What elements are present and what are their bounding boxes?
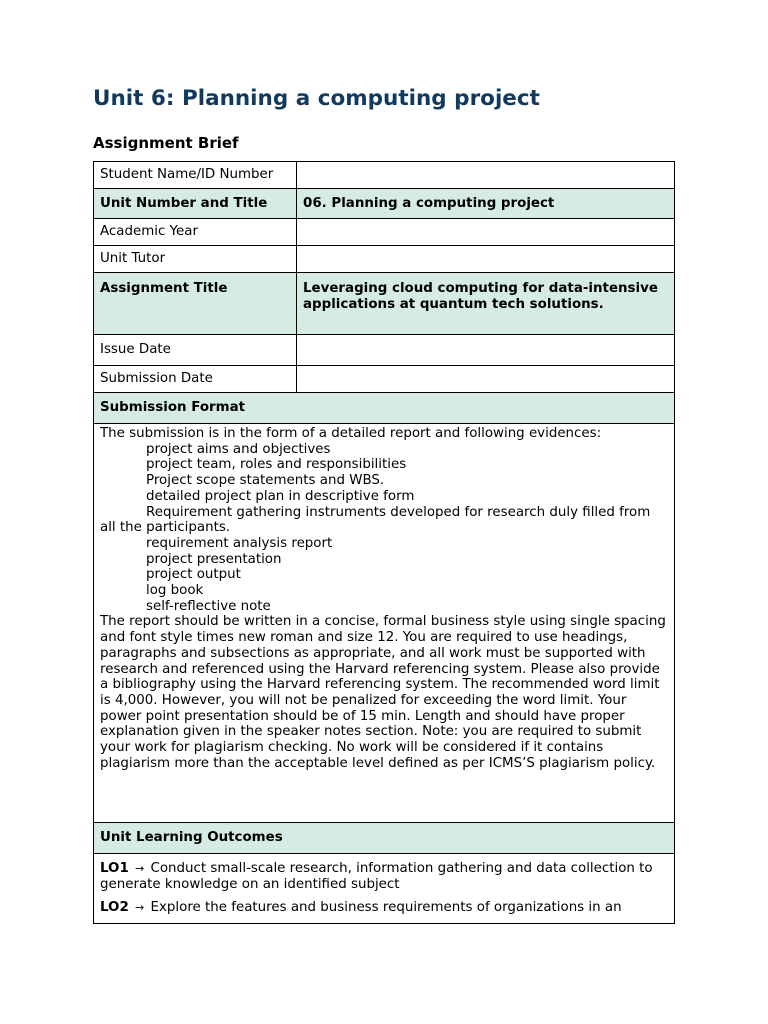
assignment-brief-table: [93, 161, 675, 924]
value-issue-date[interactable]: [297, 335, 675, 366]
label-assignment-title: Assignment Title: [94, 273, 297, 335]
submission-item: requirement analysis report: [146, 535, 333, 551]
submission-item: detailed project plan in descriptive form: [146, 488, 415, 504]
learning-outcome: [100, 900, 668, 916]
submission-item: Project scope statements and WBS.: [146, 473, 385, 489]
submission-item: Requirement gathering instruments developed for research duly filled from all the participants.: [100, 504, 651, 536]
value-submission-date[interactable]: [297, 366, 675, 393]
submission-format-content: [94, 424, 675, 823]
row-submission-date: [94, 366, 675, 393]
learning-outcome: [100, 861, 668, 893]
value-student-name[interactable]: [297, 162, 675, 189]
arrow-right-icon: →: [135, 901, 145, 914]
label-student-name: Student Name/ID Number: [94, 162, 297, 189]
learning-outcomes-heading: Unit Learning Outcomes: [94, 823, 675, 854]
row-submission-format-heading: [94, 393, 675, 424]
value-academic-year[interactable]: [297, 219, 675, 246]
submission-item: project aims and objectives: [146, 441, 331, 457]
row-unit-number-title: [94, 189, 675, 219]
label-unit-tutor: Unit Tutor: [94, 246, 297, 273]
submission-intro: The submission is in the form of a detailed report and following evidences:: [100, 426, 602, 441]
submission-item: project presentation: [146, 551, 282, 567]
label-submission-date: Submission Date: [94, 366, 297, 393]
assignment-brief-heading: Assignment Brief: [93, 134, 239, 152]
row-learning-outcomes-heading: [94, 823, 675, 854]
submission-item: log book: [146, 583, 204, 599]
submission-item: project team, roles and responsibilities: [146, 457, 407, 473]
row-learning-outcomes-body: [94, 854, 675, 924]
row-submission-format-body: [94, 424, 675, 823]
lo-code: LO2: [100, 900, 129, 915]
submission-guidelines: The report should be written in a concise, formal business style using single spacing and font style times new roman and size 12. You are required to use headings, paragraphs and subsections as appropriate, and all work must be supported with research and referenced using the Harvard referencing system. Please also provide a bibliography using the Harvard referencing system. The recommended word limit is 4,000. However, you will not be penalized for exceeding the word limit. Your power point presentation should be of 15 min. Length and should have proper explanation given in the speaker notes section. Note: you are required to submit your work for plagiarism checking. No work will be considered if it contains plagiarism more than the acceptable level defined as per ICMS’S plagiarism policy.: [100, 614, 666, 771]
row-assignment-title: [94, 273, 675, 335]
lo-text: Explore the features and business requirements of organizations in an: [150, 900, 622, 915]
label-academic-year: Academic Year: [94, 219, 297, 246]
value-unit-number-title: 06. Planning a computing project: [297, 189, 675, 219]
row-unit-tutor: [94, 246, 675, 273]
label-unit-number-title: Unit Number and Title: [94, 189, 297, 219]
learning-outcomes-content: [94, 854, 675, 924]
row-student-name: [94, 162, 675, 189]
arrow-right-icon: →: [135, 862, 145, 875]
submission-item: project output: [146, 567, 241, 583]
value-assignment-title: Leveraging cloud computing for data-intensive applications at quantum tech solutions.: [297, 273, 675, 335]
value-unit-tutor[interactable]: [297, 246, 675, 273]
page-title: Unit 6: Planning a computing project: [93, 86, 540, 111]
row-academic-year: [94, 219, 675, 246]
submission-format-heading: Submission Format: [94, 393, 675, 424]
lo-text: Conduct small-scale research, information gathering and data collection to generate knowledge on an identified subject: [100, 861, 653, 892]
row-issue-date: [94, 335, 675, 366]
label-issue-date: Issue Date: [94, 335, 297, 366]
submission-item: self-reflective note: [146, 598, 271, 614]
lo-code: LO1: [100, 861, 129, 876]
